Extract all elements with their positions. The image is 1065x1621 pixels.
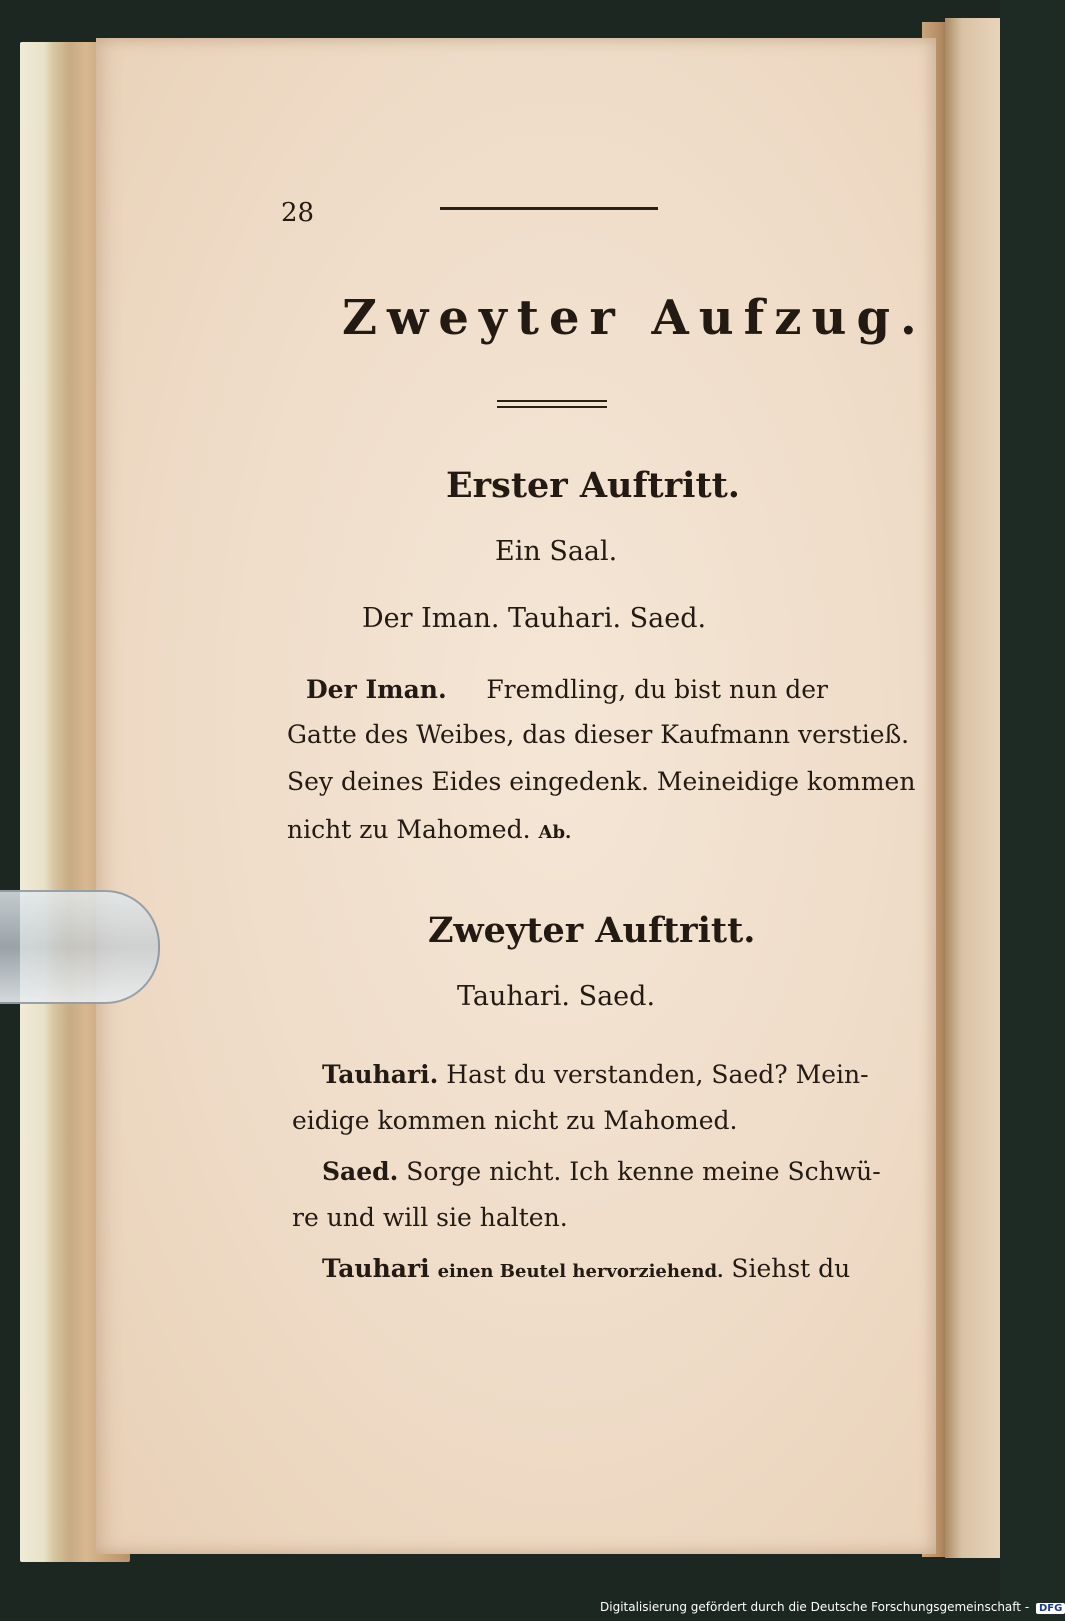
speaker-name: Der Iman. — [306, 675, 447, 704]
facing-page — [945, 18, 1000, 1558]
book-page — [96, 38, 936, 1554]
dialogue-text: Siehst du — [731, 1254, 851, 1283]
dfg-logo: DFG — [1036, 1603, 1065, 1614]
text-line: re und will sie halten. — [292, 1203, 568, 1232]
act-title: Zweyter Aufzug. — [342, 290, 927, 346]
scene1-place: Ein Saal. — [495, 536, 618, 567]
header-rule — [440, 207, 658, 210]
text-line — [322, 1157, 881, 1186]
scene1-title: Erster Auftritt. — [446, 465, 740, 506]
text-line — [287, 815, 571, 844]
text-line: Sey deines Eides eingedenk. Meineidige kommen — [287, 767, 916, 796]
text-line — [306, 675, 828, 704]
text-line — [322, 1254, 851, 1283]
speaker-name: Saed. — [322, 1157, 399, 1186]
scene2-persons: Tauhari. Saed. — [457, 981, 656, 1012]
text-line — [322, 1060, 869, 1089]
text-line: Gatte des Weibes, das dieser Kaufmann verstieß. — [287, 720, 910, 749]
speaker-name: Tauhari — [322, 1254, 430, 1283]
dialogue-text: Sorge nicht. Ich kenne meine Schwü- — [406, 1157, 881, 1186]
page-clip — [0, 890, 160, 1004]
dialogue-text: Hast du verstanden, Saed? Mein- — [446, 1060, 869, 1089]
stage-direction: Ab. — [538, 822, 572, 843]
page-number: 28 — [281, 198, 315, 228]
dialogue-text: nicht zu Mahomed. — [287, 815, 531, 844]
scene2-title: Zweyter Auftritt. — [428, 910, 756, 951]
funding-footer — [600, 1600, 1065, 1614]
dialogue-text: Fremdling, du bist nun der — [486, 675, 828, 704]
section-rule — [497, 400, 607, 402]
speaker-name: Tauhari. — [322, 1060, 439, 1089]
scene1-persons: Der Iman. Tauhari. Saed. — [362, 603, 707, 634]
text-line: eidige kommen nicht zu Mahomed. — [292, 1106, 738, 1135]
stage-direction: einen Beutel hervorziehend. — [437, 1261, 724, 1282]
footer-text: Digitalisierung gefördert durch die Deutsche Forschungsgemeinschaft - — [600, 1600, 1030, 1614]
